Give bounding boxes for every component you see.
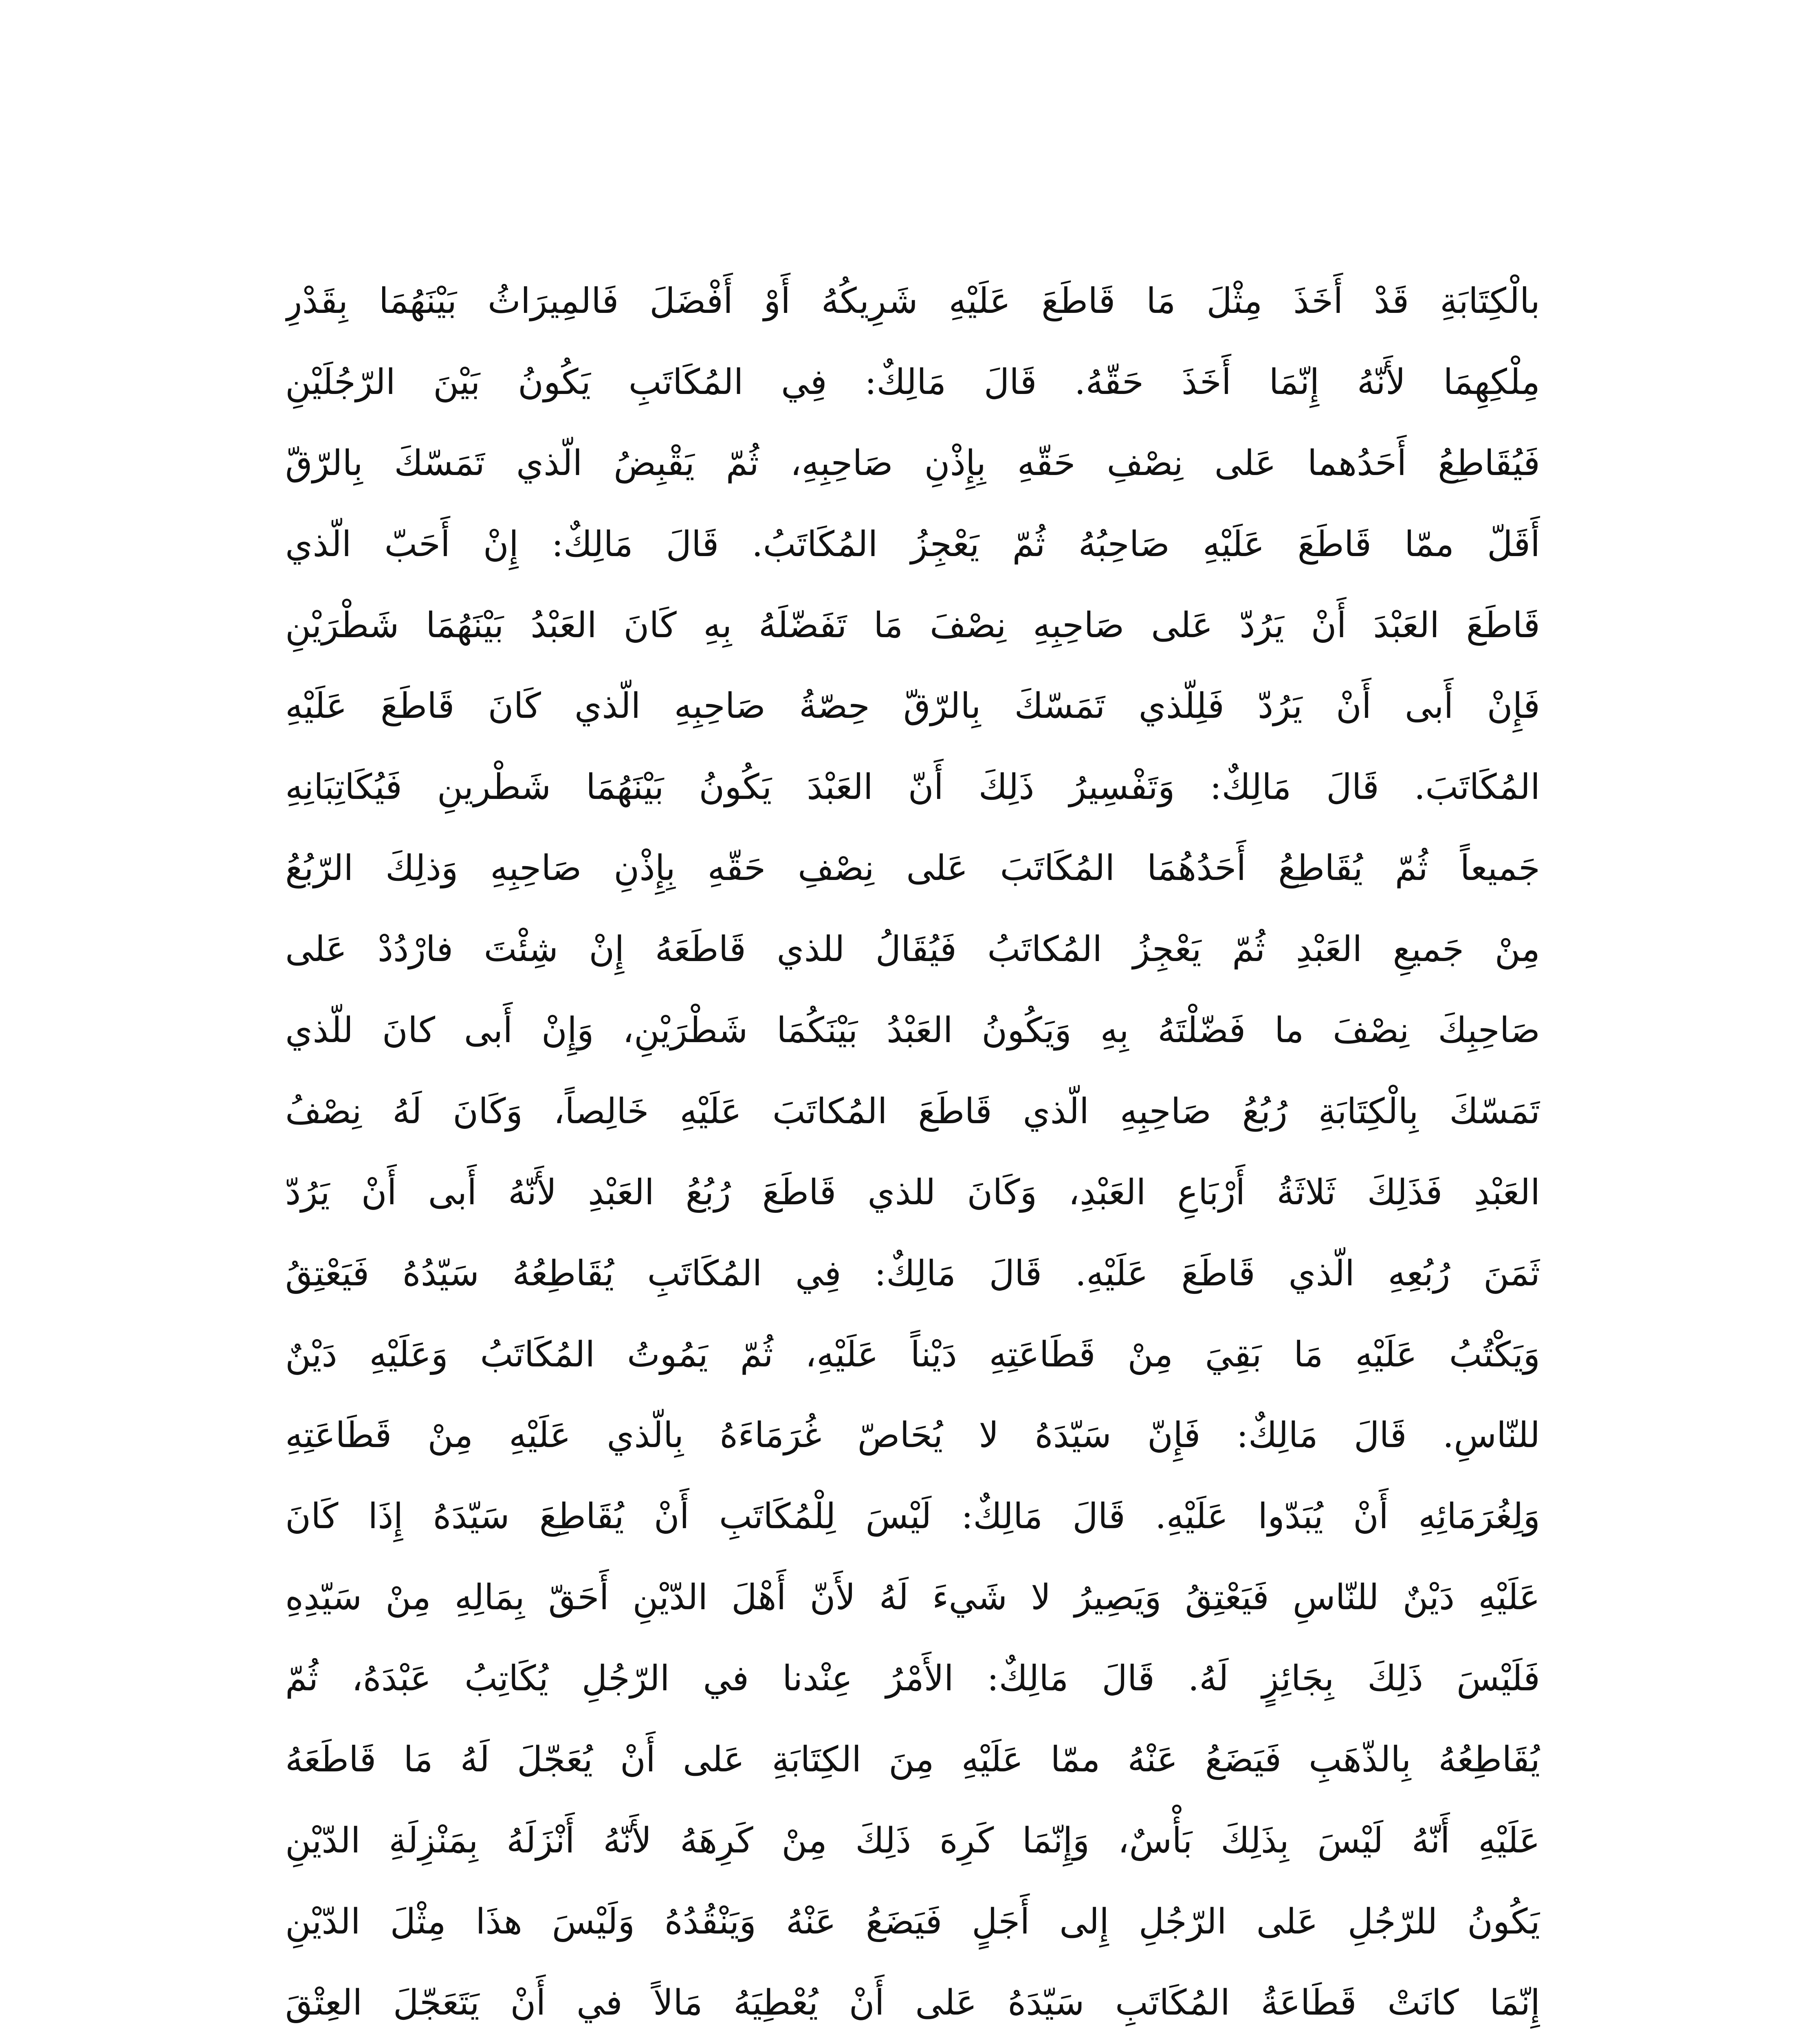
- text-line: العَبْدِ فَذَلِكَ ثَلاثَةُ أَرْبَاعِ العَبْدِ، وَكَانَ للذي قَاطَعَ رُبُعُ العَبْدِ لأَنّهُ أَبى أَنْ يَرُدّ: [285, 1172, 1540, 1213]
- text-line: فَلَيْسَ ذَلِكَ بِجَائِزٍ لَهُ. قَالَ مَالِكٌ: الأَمْرُ عِنْدنا في الرّجُلِ يُكَاتِبُ عَبْدَهُ، ثُمّ: [285, 1658, 1540, 1699]
- text-line: بالْكِتَابَةِ قَدْ أَخَذَ مِثْلَ مَا قَاطَعَ عَلَيْهِ شَرِيكُهُ أَوْ أَفْضَلَ فَالمِيرَاثُ بَيْنَهُمَا بِقَدْرِ: [285, 281, 1540, 321]
- text-line: وَيَكْتُبُ عَلَيْهِ مَا بَقِيَ مِنْ قَطَاعَتِهِ دَيْناً عَلَيْهِ، ثُمّ يَمُوتُ المُكَاتَبُ وَعَلَيْهِ دَيْنٌ: [285, 1334, 1540, 1375]
- text-line: عَلَيْهِ أَنّهُ لَيْسَ بِذَلِكَ بَأْسٌ، وَإِنّمَا كَرِهَ ذَلِكَ مِنْ كَرِهَهُ لأَنّهُ أَنْزَلَهُ بِمَنْزِلَةِ الدّيْنِ: [285, 1820, 1540, 1861]
- text-line: أَقَلّ ممّا قَاطَعَ عَلَيْهِ صَاحِبُهُ ثُمّ يَعْجِزُ المُكَاتَبُ. قَالَ مَالِكٌ: إِنْ أَحَبّ الّذي: [285, 524, 1540, 565]
- text-line: فَإِنْ أَبى أَنْ يَرُدّ فَلِلّذي تَمَسّكَ بِالرّقّ حِصّةُ صَاحِبِهِ الّذي كَانَ قَاطَعَ عَلَيْهِ: [285, 686, 1540, 727]
- text-line: فَيُقَاطِعُ أَحَدُهما عَلى نِصْفِ حَقّهِ بِإِذْنِ صَاحِبِهِ، ثُمّ يَقْبِضُ الّذي تَمَسّكَ بِالرّقّ: [285, 442, 1540, 484]
- body-text: [285, 261, 1540, 2037]
- text-line: مِنْ جَميعِ العَبْدِ ثُمّ يَعْجِزُ المُكاتَبُ فَيُقَالُ للذي قَاطَعَهُ إِنْ شِئْتَ فارْدُدْ عَلى: [285, 929, 1540, 970]
- text-line: مِلْكِهِمَا لأَنّهُ إِنّمَا أَخَذَ حَقّهُ. قَالَ مَالِكٌ: فِي المُكَاتَبِ يَكُونُ بَيْنَ الرّجُلَيْنِ: [285, 361, 1540, 403]
- text-line: عَلَيْهِ دَيْنٌ للنّاسِ فَيَعْتِقُ وَيَصِيرُ لا شَيءَ لَهُ لأَنّ أَهْلَ الدّيْنِ أَحَقّ بِمَالِهِ مِنْ سَيّدِهِ: [285, 1577, 1540, 1618]
- text-line: المُكَاتَبَ. قَالَ مَالِكٌ: وَتَفْسِيرُ ذَلِكَ أَنّ العَبْدَ يَكُونُ بَيْنَهُمَا شَطْرينِ فَيُكَاتِبَانِهِ: [285, 767, 1540, 808]
- text-line: ثَمَنَ رُبُعِهِ الّذي قَاطَعَ عَلَيْهِ. قَالَ مَالِكٌ: فِي المُكَاتَبِ يُقَاطِعُهُ سَيّدُهُ فَيَعْتِقُ: [285, 1253, 1540, 1294]
- text-line: للنّاسِ. قَالَ مَالِكٌ: فَإِنّ سَيّدَهُ لا يُحَاصّ غُرَمَاءَهُ بِالّذي عَلَيْهِ مِنْ قَطَاعَتِهِ: [285, 1415, 1540, 1456]
- text-line: صَاحِبِكَ نِصْفَ ما فَضّلْتَهُ بِهِ وَيَكُونُ العَبْدُ بَيْنَكُمَا شَطْرَيْنِ، وَإِنْ أَبى كانَ للّذي: [285, 1010, 1540, 1051]
- text-line: إِنّمَا كانَتْ قَطَاعَةُ المُكَاتَبِ سَيّدَهُ عَلى أَنْ يُعْطِيَهُ مَالاً في أَنْ يَتَعَجّلَ العِتْقَ: [285, 1982, 1540, 2023]
- text-line: جَميعاً ثُمّ يُقَاطِعُ أَحَدُهُمَا المُكَاتَبَ عَلى نِصْفِ حَقّهِ بِإِذْنِ صَاحِبِهِ وَذلِكَ الرّبُعُ: [285, 848, 1540, 889]
- text-line: قَاطَعَ العَبْدَ أَنْ يَرُدّ عَلى صَاحِبِهِ نِصْفَ مَا تَفَضّلَهُ بِهِ كَانَ العَبْدُ بَيْنَهُمَا شَطْرَيْنِ: [285, 605, 1540, 646]
- text-line: يُقَاطِعُهُ بِالذّهَبِ فَيَضَعُ عَنْهُ ممّا عَلَيْهِ مِنَ الكِتَابَةِ عَلى أَنْ يُعَجّلَ لَهُ مَا قَاطَعَهُ: [285, 1739, 1540, 1780]
- text-line: تَمَسّكَ بِالْكِتَابَةِ رُبُعُ صَاحِبِهِ الّذي قَاطَعَ المُكاتَبَ عَلَيْهِ خَالِصاً، وَكَانَ لَهُ نِصْفُ: [285, 1091, 1540, 1132]
- text-line: وَلِغُرَمَائِهِ أَنْ يُبَدّوا عَلَيْهِ. قَالَ مَالِكٌ: لَيْسَ لِلْمُكَاتَبِ أَنْ يُقَاطِعَ سَيّدَهُ إِذَا كَانَ: [285, 1496, 1540, 1537]
- text-line: يَكُونُ للرّجُلِ عَلى الرّجُلِ إِلى أَجَلٍ فَيَضَعُ عَنْهُ وَيَنْقُدُهُ وَلَيْسَ هذَا مِثْلَ الدّيْنِ: [285, 1901, 1540, 1942]
